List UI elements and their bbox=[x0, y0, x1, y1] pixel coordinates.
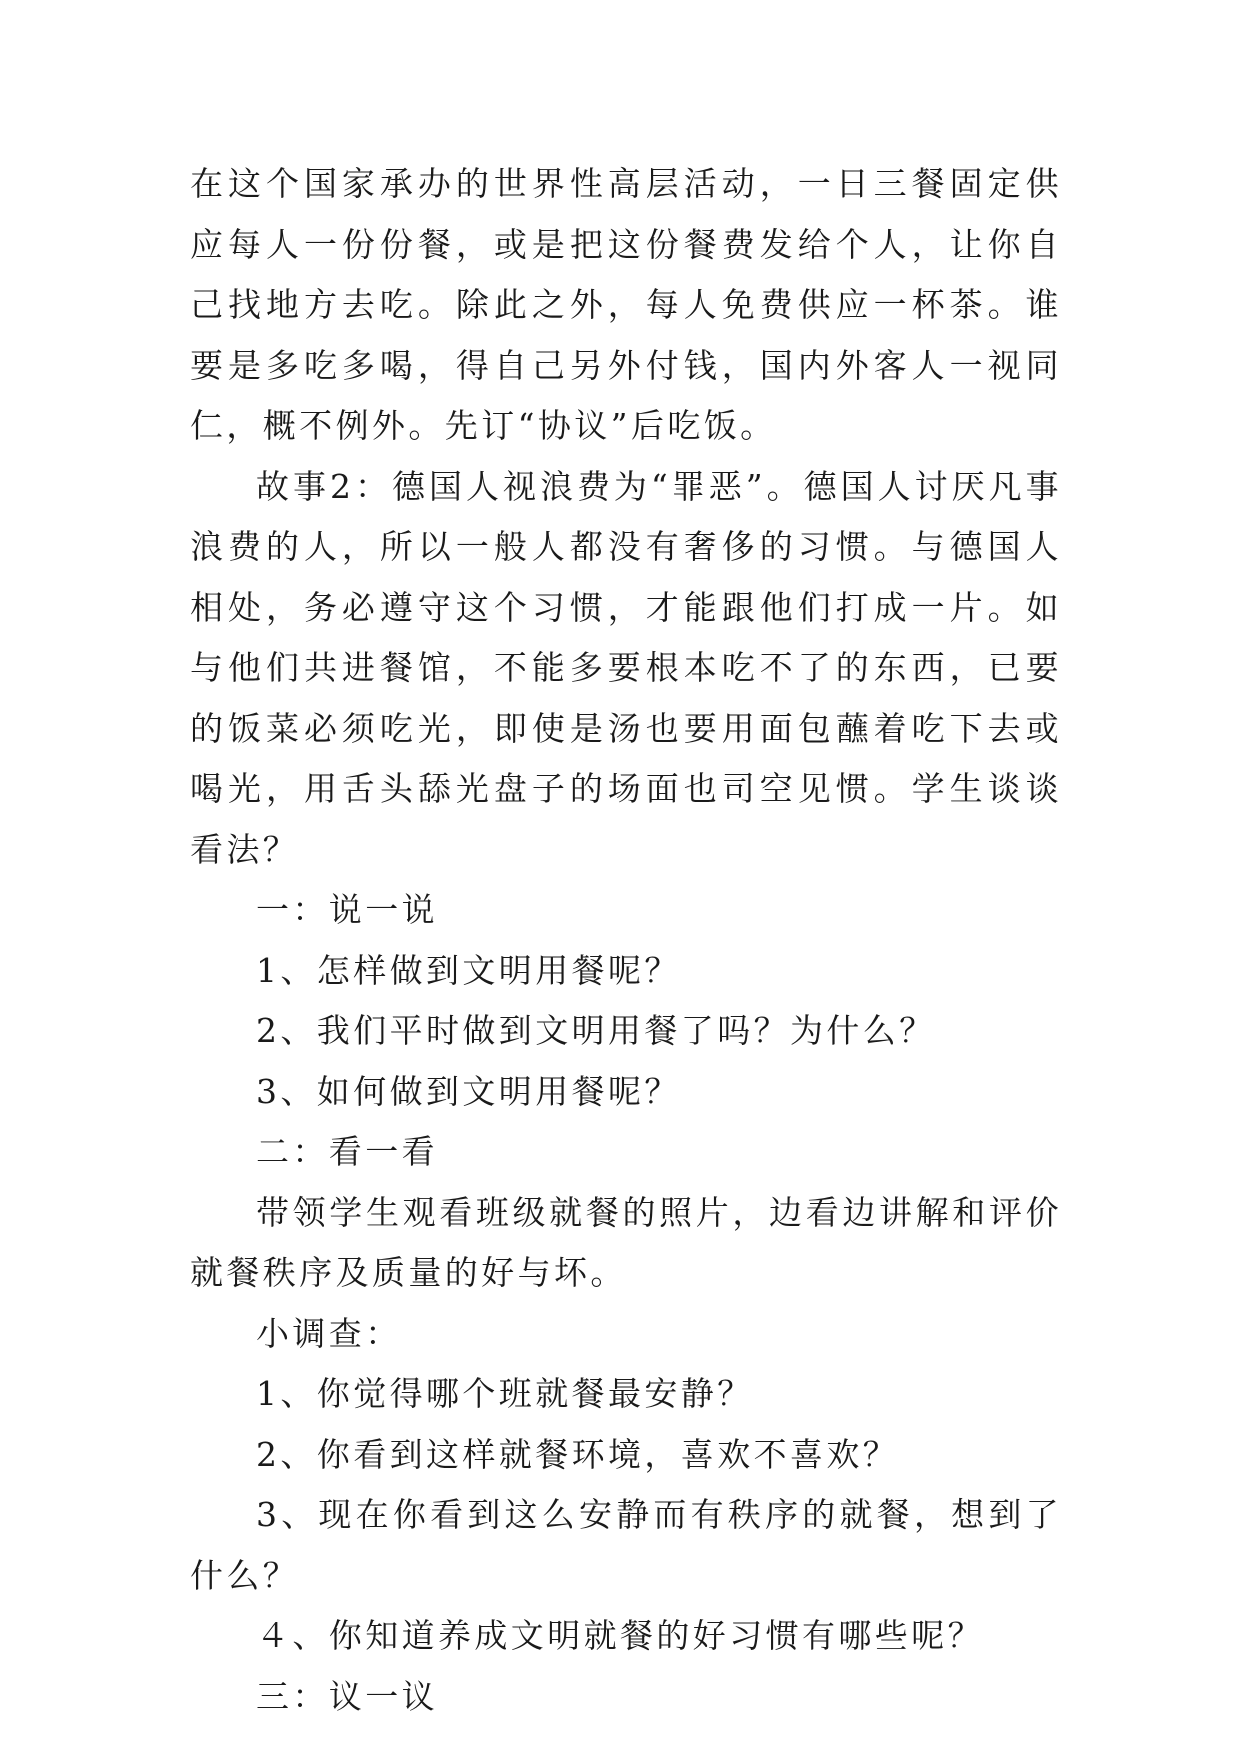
section-heading-debate: 三：议一议 bbox=[256, 1676, 438, 1716]
survey-item: 3、现在你看到这么安静而有秩序的就餐，想到了什么？ bbox=[190, 1495, 1062, 1595]
question-item: 2、我们平时做到文明用餐了吗？为什么？ bbox=[256, 1011, 936, 1050]
question-item: 3、如何做到文明用餐呢？ bbox=[256, 1071, 681, 1111]
paragraph-meal-policy: 在这个国家承办的世界性高层活动，一日三餐固定供应每人一份份餐，或是把这份餐费发给个人，让你自己找地方去吃。除此之外，每人免费供应一杯茶。谁要是多吃多喝，得自己另外付钱，国内外客人一视同仁，概不例外。先订“协议”后吃饭。 bbox=[190, 164, 1062, 445]
question-item: 1、怎样做到文明用餐呢？ bbox=[256, 950, 681, 990]
document-body bbox=[190, 154, 1062, 1727]
survey-heading: 小调查： bbox=[256, 1313, 402, 1353]
survey-item: 1、你觉得哪个班就餐最安静？ bbox=[256, 1374, 754, 1413]
survey-item: 2、你看到这样就餐环境，喜欢不喜欢？ bbox=[256, 1434, 900, 1474]
paragraph-photo-activity: 带领学生观看班级就餐的照片，边看边讲解和评价就餐秩序及质量的好与坏。 bbox=[190, 1192, 1062, 1292]
paragraph-story-2: 故事2：德国人视浪费为“罪恶”。德国人讨厌凡事浪费的人，所以一般人都没有奢侈的习惯。与德国人相处，务必遵守这个习惯，才能跟他们打成一片。如与他们共进餐馆，不能多要根本吃不了的东西，已要的饭菜必须吃光，即使是汤也要用面包蘸着吃下去或喝光，用舌头舔光盘子的场面也司空见惯。学生谈谈看法？ bbox=[190, 466, 1062, 869]
survey-item: ４、你知道养成文明就餐的好习惯有哪些呢？ bbox=[256, 1616, 984, 1655]
section-heading-discuss: 一：说一说 bbox=[256, 890, 438, 929]
section-heading-look: 二：看一看 bbox=[256, 1132, 438, 1171]
